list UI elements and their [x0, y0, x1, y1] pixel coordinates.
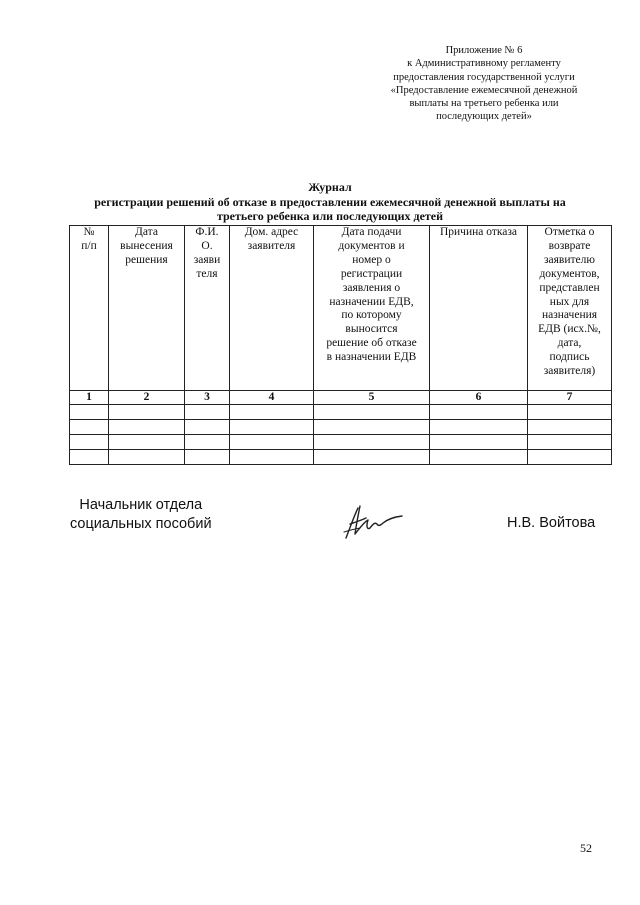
column-header-line: документов,: [539, 267, 600, 280]
column-header-line: представлен: [539, 281, 600, 294]
table-cell: [185, 450, 230, 465]
column-header-line: регистрации: [340, 267, 403, 280]
column-header-line: п/п: [81, 239, 97, 252]
column-header-line: решение об отказе: [326, 337, 417, 350]
appendix-line: последующих детей»: [436, 111, 532, 123]
table-cell: [109, 420, 185, 435]
appendix-line: «Предоставление ежемесячной денежной: [390, 84, 578, 96]
appendix-line: предоставления государственной услуги: [393, 71, 575, 83]
column-header: [528, 226, 612, 391]
column-header-line: по которому: [341, 309, 402, 322]
table-cell: [314, 435, 430, 450]
table-cell: [230, 405, 314, 420]
table-cell: [528, 435, 612, 450]
column-header-line: дата,: [557, 337, 582, 350]
column-header-line: заявителю: [544, 253, 595, 266]
handwritten-signature: [336, 502, 406, 542]
journal-title: [60, 180, 600, 224]
journal-title-line: третьего ребенка или последующих детей: [216, 209, 444, 223]
table-cell: [314, 405, 430, 420]
table-cell: [430, 450, 528, 465]
column-header-line: решения: [125, 253, 168, 266]
column-header: [314, 226, 430, 391]
table-cell: [314, 420, 430, 435]
table-cell: [430, 420, 528, 435]
column-header-line: возврате: [548, 239, 591, 252]
column-header-line: заявителя: [247, 239, 296, 252]
column-header-line: заявителя): [543, 365, 596, 378]
column-header-line: выносится: [345, 323, 398, 336]
table-cell: [109, 450, 185, 465]
signatory-position: [70, 496, 212, 534]
column-header-line: Отметка о: [544, 226, 595, 238]
column-number-row: [70, 391, 612, 405]
journal-title-line: Журнал: [308, 180, 352, 194]
table-cell: [230, 435, 314, 450]
table-cell: [430, 405, 528, 420]
column-header-line: Ф.И.: [195, 226, 219, 238]
column-header-line: Дом. адрес: [244, 226, 299, 238]
column-number: 5: [314, 391, 430, 405]
column-header-line: ных для: [549, 295, 590, 308]
column-number: 6: [430, 391, 528, 405]
table-cell: [109, 435, 185, 450]
table-cell: [528, 420, 612, 435]
column-header-line: номер о: [352, 253, 391, 266]
table-cell: [314, 450, 430, 465]
column-header: [109, 226, 185, 391]
table-row: [70, 450, 612, 465]
column-header-line: назначении ЕДВ,: [329, 295, 414, 308]
page-number: 52: [580, 841, 592, 855]
column-header-line: заяви: [193, 253, 221, 266]
table-cell: [70, 405, 109, 420]
column-header-line: №: [83, 226, 95, 238]
column-header: [430, 226, 528, 391]
column-header-line: подпись: [549, 351, 590, 364]
column-header: [70, 226, 109, 391]
journal-title-line: регистрации решений об отказе в предоставлении ежемесячной денежной выплаты на: [94, 194, 566, 209]
appendix-line: выплаты на третьего ребенка или: [409, 98, 559, 110]
signatory-position-line: Начальник отдела: [79, 497, 203, 513]
column-header-line: О.: [201, 239, 213, 252]
column-header-line: Причина отказа: [439, 226, 518, 238]
table-cell: [230, 450, 314, 465]
table-row: [70, 420, 612, 435]
column-header-line: вынесения: [120, 239, 173, 252]
column-number: 3: [185, 391, 230, 405]
column-header-line: ЕДВ (исх.№,: [538, 323, 601, 336]
table-header-row: [70, 226, 612, 391]
column-header-line: теля: [196, 267, 218, 280]
journal-table: [69, 225, 612, 465]
table-cell: [185, 420, 230, 435]
table-cell: [109, 405, 185, 420]
table-cell: [230, 420, 314, 435]
column-header: [230, 226, 314, 391]
appendix-line: к Административному регламенту: [407, 58, 561, 70]
column-number: 4: [230, 391, 314, 405]
signatory-name: Н.В. Войтова: [507, 515, 596, 531]
table-cell: [430, 435, 528, 450]
appendix-note: [370, 44, 598, 124]
table-cell: [528, 450, 612, 465]
column-header-line: назначения: [541, 309, 598, 322]
table-cell: [70, 450, 109, 465]
table-cell: [185, 405, 230, 420]
table-cell: [528, 405, 612, 420]
table-row: [70, 435, 612, 450]
table-row: [70, 405, 612, 420]
column-header-line: в назначении ЕДВ: [326, 351, 417, 364]
column-header-line: Дата подачи: [341, 226, 402, 238]
column-number: 2: [109, 391, 185, 405]
signatory-position-line: социальных пособий: [70, 516, 212, 532]
appendix-line: Приложение № 6: [445, 45, 523, 56]
column-header-line: Дата: [135, 226, 158, 238]
column-header-line: заявления о: [342, 281, 401, 294]
column-number: 1: [70, 391, 109, 405]
column-header-line: документов и: [338, 239, 405, 252]
table-cell: [70, 420, 109, 435]
table-cell: [185, 435, 230, 450]
table-cell: [70, 435, 109, 450]
column-number: 7: [528, 391, 612, 405]
column-header: [185, 226, 230, 391]
